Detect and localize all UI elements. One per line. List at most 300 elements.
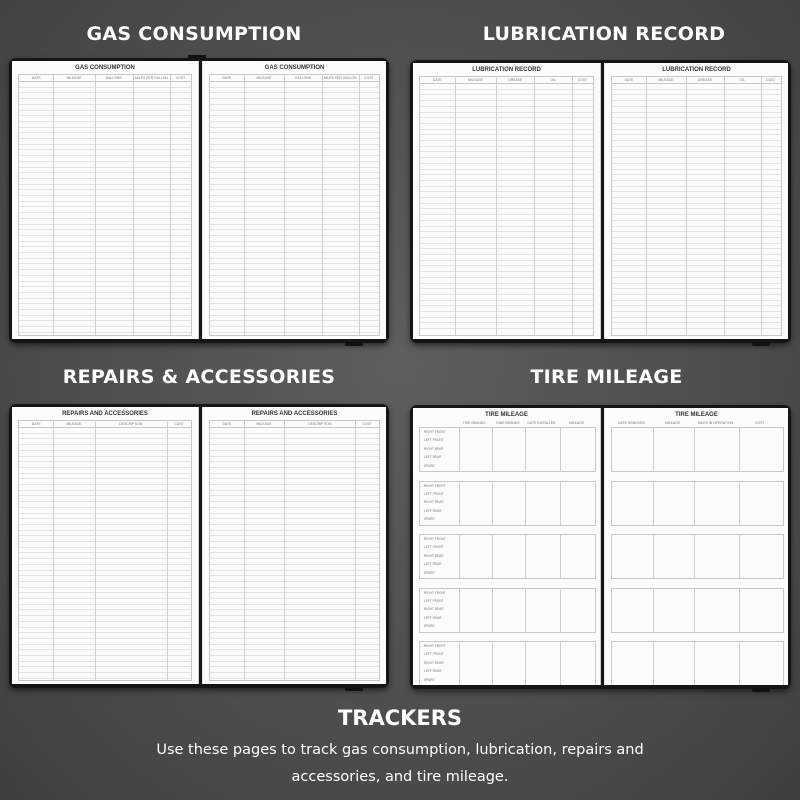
ruled-line [19, 309, 191, 310]
ruled-line [19, 184, 191, 185]
ruled-line [210, 484, 379, 485]
gas-right-page-title: GAS CONSUMPTION [264, 65, 325, 71]
ruled-line [19, 530, 191, 531]
column-header-label: MILES IN OPERATION [697, 421, 733, 425]
ruled-line [19, 189, 191, 190]
column-header-label: DATE REMOVED [618, 421, 645, 425]
ruled-line [19, 621, 191, 622]
ruled-line [612, 288, 781, 289]
ruled-line [19, 195, 191, 196]
ruled-line [210, 298, 379, 299]
tire-position-label: SPARE [424, 570, 435, 575]
ruled-line [19, 666, 191, 667]
ruled-line [210, 615, 379, 616]
column-header-label: COST [174, 421, 184, 426]
ruled-line [612, 94, 781, 95]
column-header-label: OIL [550, 77, 556, 82]
column-header-label: DATE [31, 421, 41, 426]
column-header-label: DATE [31, 75, 41, 80]
ruled-line [19, 212, 191, 213]
tire-position-label: RIGHT FRONT [424, 483, 446, 488]
ruled-line [612, 106, 781, 107]
column-divider [496, 77, 497, 335]
ruled-line [420, 283, 593, 284]
column-header-label: TUBE BRANDS [495, 421, 520, 425]
repairs-right-page-title: REPAIRS AND ACCESSORIES [251, 411, 338, 417]
column-divider [525, 589, 526, 632]
ruled-line [612, 260, 781, 261]
column-divider [284, 75, 285, 335]
lubrication-record-heading: LUBRICATION RECORD [482, 23, 726, 45]
column-divider [459, 642, 460, 685]
ruled-line [210, 627, 379, 628]
ruled-line [210, 246, 379, 247]
ruled-line [612, 317, 781, 318]
ruled-line [19, 507, 191, 508]
tire-mileage-heading: TIRE MILEAGE [530, 366, 683, 388]
column-divider [492, 589, 493, 632]
tire-position-label: LEFT FRONT [424, 491, 444, 496]
ruled-line [210, 315, 379, 316]
ruled-line [19, 609, 191, 610]
ruled-line [19, 178, 191, 179]
ruled-line [19, 467, 191, 468]
ruled-line [210, 518, 379, 519]
ruled-line [19, 649, 191, 650]
ruled-line [19, 275, 191, 276]
ruled-line [19, 615, 191, 616]
column-divider [694, 642, 695, 685]
ruled-line [19, 258, 191, 259]
ruled-line [19, 587, 191, 588]
ruled-line [210, 224, 379, 225]
tire-record-block [419, 588, 596, 633]
ruled-line [612, 220, 781, 221]
column-divider [560, 428, 561, 471]
ruled-line [210, 456, 379, 457]
ruled-line [19, 513, 191, 514]
ruled-line [210, 638, 379, 639]
ruled-line [210, 666, 379, 667]
repairs-left-page [12, 407, 199, 684]
ruled-line [210, 235, 379, 236]
column-divider [284, 421, 285, 680]
ruled-line [420, 305, 593, 306]
ruled-line [19, 127, 191, 128]
ruled-line [210, 655, 379, 656]
ruled-line [210, 632, 379, 633]
repairs-right-page [202, 407, 386, 684]
ruled-line [210, 604, 379, 605]
ruled-line [210, 678, 379, 679]
column-divider [572, 77, 573, 335]
ruled-line [19, 535, 191, 536]
column-divider [95, 421, 96, 680]
column-header-label: GALLONS [294, 75, 311, 80]
tire-record-block [419, 534, 596, 579]
ruled-line [210, 241, 379, 242]
ruled-line [612, 254, 781, 255]
gas-left-table [18, 74, 192, 336]
column-divider [560, 535, 561, 578]
ruled-line [19, 438, 191, 439]
table-header [210, 421, 379, 428]
column-header-label: COST [766, 77, 776, 82]
table-header [19, 75, 191, 82]
ruled-line [210, 609, 379, 610]
tire-record-block [611, 481, 784, 526]
column-divider [167, 421, 168, 680]
tire-position-label: LEFT REAR [424, 508, 442, 513]
column-divider [534, 77, 535, 335]
ruled-line [210, 320, 379, 321]
ruled-line [612, 322, 781, 323]
repairs-accessories-notebook [9, 404, 389, 688]
ruled-line [210, 326, 379, 327]
ruled-line [612, 231, 781, 232]
trackers-description: Use these pages to track gas consumption, lubrication, repairs and accessories, and tire mileage. [156, 742, 644, 785]
tire-record-block [419, 427, 596, 472]
ruled-line [210, 275, 379, 276]
column-divider [560, 589, 561, 632]
ruled-line [210, 195, 379, 196]
ruled-line [19, 98, 191, 99]
ruled-line [210, 184, 379, 185]
ruled-line [19, 490, 191, 491]
lube-right-page-title: LUBRICATION RECORD [662, 67, 731, 73]
ruled-line [612, 157, 781, 158]
ruled-line [210, 178, 379, 179]
column-divider [739, 589, 740, 632]
tire-position-label: RIGHT FRONT [424, 590, 446, 595]
column-header-label: MILEAGE [256, 421, 272, 426]
tire-position-label: LEFT REAR [424, 615, 442, 620]
ruled-line [210, 155, 379, 156]
ruled-line [19, 252, 191, 253]
tire-position-label: SPARE [424, 677, 435, 682]
tire-position-label: RIGHT FRONT [424, 430, 446, 434]
ruled-line [612, 151, 781, 152]
ruled-line [210, 303, 379, 304]
column-divider [525, 428, 526, 471]
ruled-line [210, 121, 379, 122]
ruled-line [210, 547, 379, 548]
table-header [210, 75, 379, 82]
ruled-line [612, 265, 781, 266]
gas-bookmark-ribbon-bottom [345, 342, 363, 346]
ruled-line [19, 87, 191, 88]
ruled-line [612, 174, 781, 175]
trackers-title: TRACKERS [337, 706, 463, 730]
column-header-label: GREASE [508, 77, 523, 82]
ruled-line [19, 655, 191, 656]
column-divider [53, 75, 54, 335]
column-header-label: DATE INSTALLED [527, 421, 556, 425]
ruled-line [210, 444, 379, 445]
ruled-line [19, 604, 191, 605]
tire-position-label: LEFT FRONT [424, 545, 444, 550]
gas-right-page [202, 61, 386, 339]
ruled-line [420, 300, 593, 301]
ruled-line [19, 598, 191, 599]
ruled-line [19, 263, 191, 264]
ruled-line [19, 298, 191, 299]
tire-record-block [611, 534, 784, 579]
ruled-line [612, 180, 781, 181]
tire-left-page-title: TIRE MILEAGE [485, 412, 528, 418]
ruled-line [210, 461, 379, 462]
ruled-line [420, 140, 593, 141]
table-header [420, 77, 593, 84]
ruled-line [210, 649, 379, 650]
ruled-line [612, 123, 781, 124]
column-divider [653, 535, 654, 578]
ruled-line [19, 149, 191, 150]
lubrication-record-notebook [410, 60, 791, 343]
gas-consumption-heading: GAS CONSUMPTION [86, 23, 302, 45]
column-divider [455, 77, 456, 335]
ruled-line [612, 112, 781, 113]
ruled-line [420, 186, 593, 187]
ruled-line [420, 328, 593, 329]
tire-record-block [611, 427, 784, 472]
column-divider [525, 482, 526, 525]
ruled-line [19, 456, 191, 457]
ruled-line [19, 235, 191, 236]
ruled-line [19, 224, 191, 225]
column-divider [646, 77, 647, 335]
tire-right-page-title: TIRE MILEAGE [675, 412, 718, 418]
tire-record-block [611, 641, 784, 685]
ruled-line [19, 541, 191, 542]
column-header-label: OIL [739, 77, 745, 82]
tire-bookmark-ribbon-bottom [752, 688, 770, 692]
tire-mileage-notebook [410, 405, 791, 689]
ruled-line [612, 208, 781, 209]
ruled-line [420, 203, 593, 204]
ruled-line [210, 218, 379, 219]
ruled-line [420, 208, 593, 209]
ruled-line [19, 672, 191, 673]
gas-left-page-title: GAS CONSUMPTION [75, 65, 135, 71]
column-divider [492, 535, 493, 578]
ruled-line [420, 100, 593, 101]
column-header-label: COST [755, 421, 765, 425]
ruled-line [19, 246, 191, 247]
ruled-line [210, 87, 379, 88]
ruled-line [19, 627, 191, 628]
column-header-label: COST [175, 75, 186, 80]
ruled-line [210, 206, 379, 207]
ruled-line [420, 294, 593, 295]
column-divider [53, 421, 54, 680]
tire-position-label: RIGHT REAR [424, 553, 444, 558]
ruled-line [210, 501, 379, 502]
ruled-line [210, 149, 379, 150]
ruled-line [420, 151, 593, 152]
ruled-line [210, 201, 379, 202]
repairs-left-table [18, 420, 192, 681]
column-divider [739, 482, 740, 525]
tire-position-label: RIGHT FRONT [424, 537, 446, 541]
ruled-line [19, 206, 191, 207]
ruled-line [612, 243, 781, 244]
column-divider [653, 428, 654, 471]
column-header-label: GALLONS [105, 75, 122, 80]
table-header [19, 421, 191, 428]
ruled-line [420, 157, 593, 158]
ruled-line [19, 201, 191, 202]
ruled-line [420, 288, 593, 289]
ruled-line [19, 218, 191, 219]
ruled-line [420, 277, 593, 278]
ruled-line [210, 269, 379, 270]
column-divider [459, 589, 460, 632]
repairs-accessories-heading: REPAIRS & ACCESSORIES [62, 366, 336, 388]
tire-position-label: RIGHT REAR [424, 446, 444, 451]
ruled-line [19, 644, 191, 645]
ruled-line [420, 226, 593, 227]
ruled-line [210, 309, 379, 310]
ruled-line [19, 638, 191, 639]
column-divider [459, 482, 460, 525]
ruled-line [210, 575, 379, 576]
column-divider [322, 75, 323, 335]
ruled-line [210, 581, 379, 582]
ruled-line [210, 281, 379, 282]
gas-right-table [209, 74, 380, 336]
column-divider [724, 77, 725, 335]
ruled-line [420, 254, 593, 255]
ruled-line [210, 598, 379, 599]
ruled-line [19, 144, 191, 145]
ruled-line [420, 117, 593, 118]
ruled-line [420, 322, 593, 323]
ruled-line [420, 134, 593, 135]
ruled-line [19, 501, 191, 502]
ruled-line [420, 265, 593, 266]
ruled-line [612, 163, 781, 164]
ruled-line [210, 473, 379, 474]
ruled-line [420, 112, 593, 113]
column-header-label: DESCRIPTION [308, 421, 332, 426]
gas-consumption-notebook [9, 58, 389, 343]
ruled-line [612, 134, 781, 135]
column-divider [492, 482, 493, 525]
ruled-line [210, 558, 379, 559]
ruled-line [210, 478, 379, 479]
tire-position-label: RIGHT REAR [424, 607, 444, 612]
ruled-line [612, 169, 781, 170]
column-header-label: MILEAGE [467, 77, 483, 82]
column-header-label: GREASE [697, 77, 713, 82]
column-divider [694, 535, 695, 578]
lube-left-page [413, 63, 601, 339]
column-divider [95, 75, 96, 335]
ruled-line [19, 592, 191, 593]
tire-record-block [611, 588, 784, 633]
tire-position-label: LEFT REAR [424, 562, 442, 567]
ruled-line [19, 678, 191, 679]
ruled-line [210, 495, 379, 496]
ruled-line [19, 450, 191, 451]
ruled-line [210, 144, 379, 145]
ruled-line [210, 172, 379, 173]
ruled-line [612, 300, 781, 301]
tire-record-block [419, 481, 596, 526]
column-divider [459, 428, 460, 471]
gas-left-page [12, 61, 199, 339]
ruled-line [19, 292, 191, 293]
ruled-line [210, 92, 379, 93]
ruled-line [612, 214, 781, 215]
tire-position-label: LEFT REAR [424, 669, 442, 674]
ruled-line [19, 229, 191, 230]
ruled-line [210, 535, 379, 536]
ruled-line [19, 121, 191, 122]
ruled-line [420, 129, 593, 130]
ruled-line [19, 132, 191, 133]
tire-record-block [419, 641, 596, 685]
ruled-line [19, 558, 191, 559]
ruled-line [612, 146, 781, 147]
ruled-line [612, 197, 781, 198]
tire-position-label: LEFT REAR [424, 455, 442, 460]
tire-position-label: LEFT FRONT [424, 652, 444, 657]
column-header-label: MILES PER GALLON [323, 75, 357, 80]
ruled-line [420, 317, 593, 318]
ruled-line [210, 564, 379, 565]
ruled-line [19, 269, 191, 270]
ruled-line [210, 450, 379, 451]
column-divider [244, 75, 245, 335]
repairs-left-page-title: REPAIRS AND ACCESSORIES [62, 411, 148, 417]
ruled-line [420, 94, 593, 95]
ruled-line [210, 513, 379, 514]
column-header-label: DESCRIPTION [119, 421, 143, 426]
ruled-line [19, 167, 191, 168]
column-header-label: MILEAGE [256, 75, 272, 80]
column-divider [694, 482, 695, 525]
ruled-line [210, 490, 379, 491]
ruled-line [210, 541, 379, 542]
ruled-line [210, 587, 379, 588]
ruled-line [612, 305, 781, 306]
ruled-line [19, 478, 191, 479]
repairs-bookmark-ribbon-bottom [345, 687, 363, 691]
column-header-label: COST [364, 75, 374, 80]
ruled-line [210, 189, 379, 190]
column-divider [459, 535, 460, 578]
ruled-line [210, 167, 379, 168]
ruled-line [210, 570, 379, 571]
ruled-line [420, 106, 593, 107]
ruled-line [210, 115, 379, 116]
ruled-line [420, 243, 593, 244]
ruled-line [612, 100, 781, 101]
repairs-right-table [209, 420, 380, 681]
column-divider [170, 75, 171, 335]
ruled-line [210, 229, 379, 230]
column-divider [739, 642, 740, 685]
ruled-line [612, 203, 781, 204]
column-header-label: DATE [432, 77, 442, 82]
ruled-line [420, 231, 593, 232]
column-divider [492, 428, 493, 471]
lube-right-table [611, 76, 782, 336]
ruled-line [612, 226, 781, 227]
ruled-line [420, 180, 593, 181]
